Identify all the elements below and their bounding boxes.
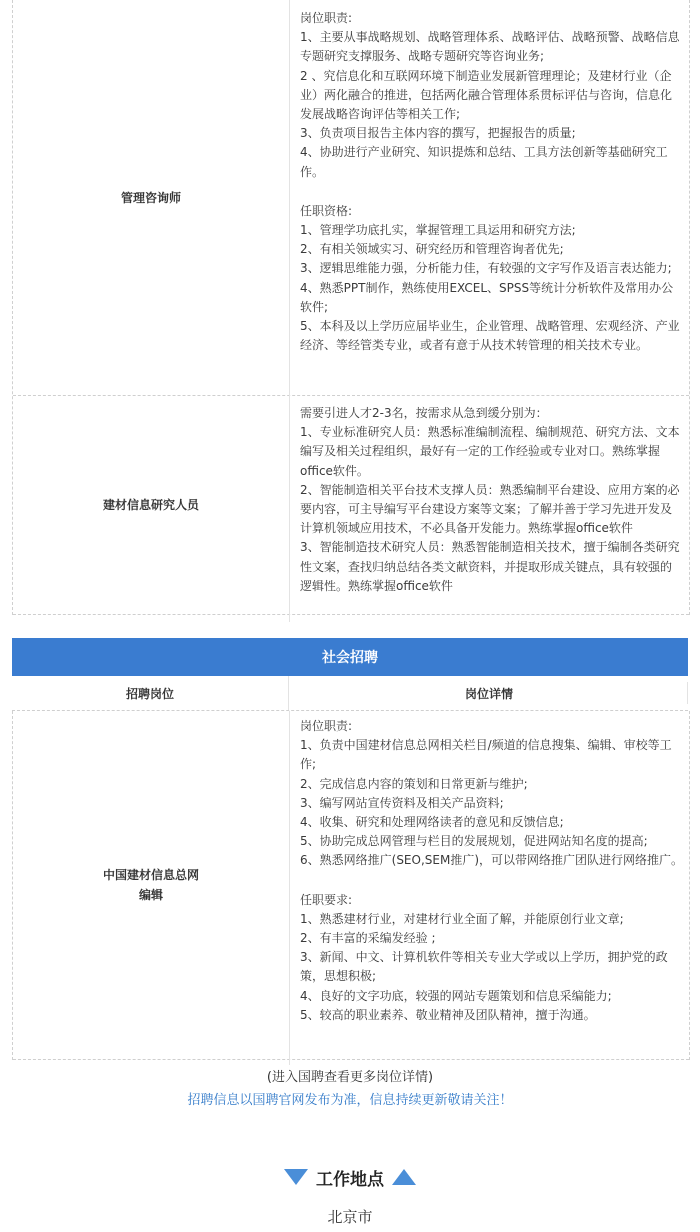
triangle-up-icon: [392, 1169, 416, 1185]
requirement-item: 4、良好的文字功底，较强的网站专题策划和信息采编能力;: [300, 988, 612, 1003]
duties-title: 岗位职责:: [300, 11, 353, 25]
duty-item: 5、协助完成总网管理与栏目的发展规划，促进网站知名度的提高;: [300, 834, 648, 849]
header-divider: [687, 682, 688, 704]
social-recruitment-banner: 社会招聘: [12, 638, 688, 676]
table-row: [13, 711, 689, 1060]
detail-line: 3、智能制造技术研究人员：熟悉智能制造相关技术，擅于编制各类研究性文案，查找归纳总结各类文献资料，并提取形成关键点，具有较强的逻辑性。熟练掌握office软件: [300, 540, 680, 593]
more-positions-note[interactable]: (进入国聘查看更多岗位详情): [266, 1070, 434, 1085]
social-positions-table: [12, 711, 690, 1060]
position-name-line2: 编辑: [138, 888, 163, 902]
duty-item: 2 、究信息化和互联网环境下制造业发展新管理理论；及建材行业（企业）两化融合的推进，包括两化融合管理体系贯标评估与咨询，信息化发展战略咨询评估等相关工作;: [300, 68, 673, 122]
position-name: [13, 711, 289, 1059]
requirement-item: 5、本科及以上学历应届毕业生，企业管理、战略管理、宏观经济、产业经济、等经管类专业，或者有意于从技术转管理的相关技术专业。: [300, 319, 680, 353]
duty-item: 1、负责中国建材信息总网相关栏目/频道的信息搜集、编辑、审校等工作;: [300, 738, 672, 772]
duty-item: 4、协助进行产业研究、知识提炼和总结、工具方法创新等基础研究工作。: [300, 145, 668, 179]
requirement-item: 3、新闻、中文、计算机软件等相关专业大学或以上学历，拥护党的政策，思想积极;: [300, 950, 668, 984]
triangle-down-icon: [284, 1169, 308, 1185]
requirement-item: 1、管理学功底扎实，掌握管理工具运用和研究方法;: [300, 223, 576, 238]
duty-item: 3、负责项目报告主体内容的撰写，把握报告的质量;: [300, 126, 576, 141]
duty-item: 1、主要从事战略规划、战略管理体系、战略评估、战略预警、战略信息专题研究支撑服务、战略专题研究等咨询业务;: [300, 30, 680, 64]
requirements-title: 任职资格:: [300, 203, 353, 218]
requirement-item: 1、熟悉建材行业，对建材行业全面了解，并能原创行业文章;: [300, 911, 624, 926]
requirement-item: 2、有相关领域实习、研究经历和管理咨询者优先;: [300, 242, 564, 257]
requirement-item: 3、逻辑思维能力强，分析能力佳，有较强的文字写作及语言表达能力;: [300, 261, 672, 276]
position-details: [289, 0, 689, 404]
header-details: 岗位详情: [288, 676, 689, 710]
work-location-heading: [0, 1164, 700, 1190]
requirement-item: 5、较高的职业素养、敬业精神及团队精神，擅于沟通。: [300, 1007, 596, 1022]
position-details: [289, 711, 689, 1065]
position-details: [289, 396, 689, 622]
position-name-line1: 中国建材信息总网: [102, 868, 199, 882]
official-notice-link[interactable]: 招聘信息以国聘官网发布为准，信息持续更新敬请关注！: [187, 1093, 513, 1108]
duty-item: 3、编写网站宣传资料及相关产品资料;: [300, 795, 504, 810]
requirement-item: 4、熟悉PPT制作，熟练使用EXCEL、SPSS等统计分析软件及常用办公软件;: [300, 280, 674, 314]
position-name: 建材信息研究人员: [102, 498, 199, 512]
duty-item: 2、完成信息内容的策划和日常更新与维护;: [300, 776, 528, 791]
duties-title: 岗位职责:: [300, 719, 353, 733]
detail-line: 需要引进人才2-3名，按需求从急到缓分别为：: [300, 406, 548, 420]
position-name: 管理咨询师: [120, 190, 181, 205]
work-location-value: 北京市: [327, 1208, 373, 1226]
requirements-title: 任职要求:: [300, 892, 353, 907]
table-row: [13, 396, 689, 615]
header-position: 招聘岗位: [125, 686, 174, 701]
table-row: [13, 0, 689, 396]
table-header: [12, 676, 688, 711]
requirement-item: 2、有丰富的采编发经验 ;: [300, 931, 436, 946]
detail-line: 1、专业标准研究人员：熟悉标准编制流程、编制规范、研究方法、文本编写及相关过程组织，最好有一定的工作经验或专业对口。熟练掌握office软件。: [300, 425, 680, 478]
work-location-title: 工作地点: [316, 1169, 384, 1190]
duty-item: 6、熟悉网络推广(SEO,SEM推广)，可以带网络推广团队进行网络推广。: [300, 853, 684, 868]
detail-line: 2、智能制造相关平台技术支撑人员：熟悉编制平台建设、应用方案的必要内容，可主导编写平台建设方案等文案；了解并善于学习先进开发及计算机领域应用技术，不必具备开发能力。熟练掌握office软件: [300, 482, 680, 536]
duty-item: 4、收集、研究和处理网络读者的意见和反馈信息;: [300, 815, 564, 830]
campus-positions-table: [12, 0, 690, 615]
